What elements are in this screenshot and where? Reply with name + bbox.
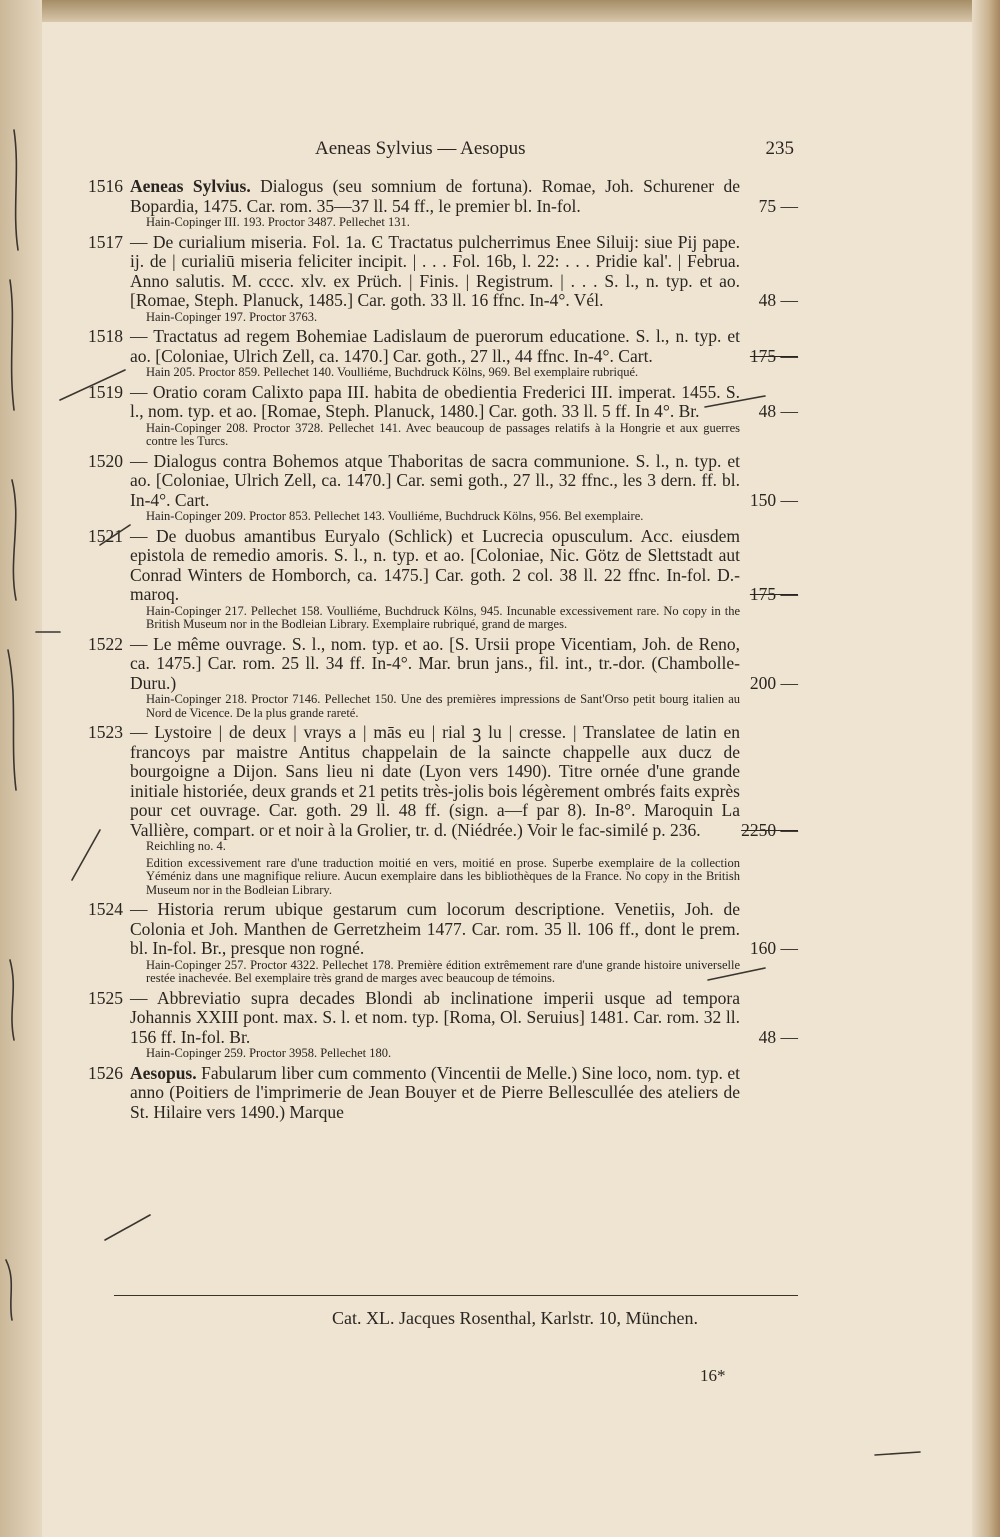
entry-price: 48 — [758, 290, 798, 310]
entry-author: Aesopus. [130, 1062, 197, 1083]
entry-main-text [88, 989, 798, 1048]
entry-reference-note: Hain-Copinger 217. Pellechet 158. Voulliéme, Buchdruck Kölns, 945. Incunable excessivement rare. No copy in the British Museum nor in the Bodleian Library. Exemplaire rubriqué, grand de marges. [146, 603, 740, 631]
entry-price: 200 — [749, 672, 798, 693]
entry-number: 1521 [88, 525, 123, 546]
entry-description: Fabularum liber cum commento (Vincentii de Melle.) Sine loco, nom. typ. et anno (Poitiers de l'imprimerie de Jean Bouyer et de Pierre Bellescullée des ateliers de St. Hilaire vers 1490.) Marque [130, 1062, 740, 1122]
binding-gutter [0, 0, 42, 1537]
entry-description: — Tractatus ad regem Bohemiae Ladislaum de puerorum educatione. S. l., n. typ. et ao. [Coloniae, Ulrich Zell, ca. 1470.] Car. goth., 27 ll., 44 ffnc. In-4°. Cart. [130, 326, 740, 366]
entry-price: 175 — [749, 584, 798, 604]
entry-price: 160 — [749, 938, 798, 958]
entry-reference-note: Hain-Copinger 208. Proctor 3728. Pellechet 141. Avec beaucoup de passages relatifs à la Hongrie et aux guerres contre les Turcs. [146, 420, 740, 448]
catalog-entry [88, 327, 798, 380]
entry-reference-note: Reichling no. 4. [146, 839, 226, 853]
entry-description: — Abbreviatio supra decades Blondi ab inclinatione imperii usque ad tempora Johannis XXIII pont. max. S. l. et nom. typ. [Roma, Ol. Seruius] 1481. Car. rom. 32 ll. 156 ff. In-fol. Br. [130, 987, 740, 1047]
catalog-entry [88, 177, 798, 230]
entry-description: — Lystoire | de deux | vrays a | mās eu | rial ꝫ lu | cresse. | Translatee de latin en francoys par maistre Antitus chappelain de la saincte chappelle aux ducz de bourgoigne a Dijon. Sans lieu ni date (Lyon vers 1490). Titre ornée d'une grande initiale historiée, deux grands et 21 petits très-jolis bois légèrement ombrés faits exprès pour cet ouvrage. Car. goth. 29 ll. 48 ff. (sign. a—f par 8). In-8°. Maroquin La Vallière, compart. or et noir à la Grolier, tr. d. (Niédrée.) Voir le fac-similé p. 236. [130, 722, 740, 840]
page-top-edge [0, 0, 1000, 22]
entry-number: 1523 [88, 722, 123, 742]
entry-reference-note: Hain-Copinger III. 193. Proctor 3487. Pellechet 131. [146, 215, 410, 229]
entry-number: 1516 [88, 176, 123, 196]
entry-price: 75 — [758, 195, 798, 216]
entry-reference-note: Hain-Copinger 209. Proctor 853. Pellechet 143. Voulliéme, Buchdruck Kölns, 956. Bel exemplaire. [146, 509, 644, 523]
entry-number: 1520 [88, 450, 123, 471]
page-right-edge [972, 0, 1000, 1537]
entry-reference-note: Edition excessivement rare d'une traduction moitié en vers, moitié en prose. Superbe exemplaire de la collection Yéméniz dans une magnifique reliure. Aucun exemplaire dans les bibliothèques de la France. No copy in the British Museum nor in the Bodleian Library. [146, 855, 740, 897]
footer-rule [114, 1295, 798, 1296]
entry-number: 1524 [88, 899, 123, 919]
entry-description: — De duobus amantibus Euryalo (Schlick) et Lucrecia opusculum. Acc. eiusdem epistola de remedio amoris. S. l., n. typ. et ao. [Coloniae, Nic. Götz de Slettstadt aut Conrad Winters de Homborch, ca. 1475.] Car. goth. 2 col. 38 ll. 22 ffnc. In-fol. D.-maroq. [130, 525, 740, 604]
running-head-title: Aeneas Sylvius — Aesopus [315, 138, 526, 159]
entry-reference-note: Hain 205. Proctor 859. Pellechet 140. Voulliéme, Buchdruck Kölns, 969. Bel exemplaire rubriqué. [146, 365, 639, 379]
entry-price: 48 — [758, 401, 798, 421]
catalog-entry [88, 635, 798, 721]
entry-reference-note: Hain-Copinger 259. Proctor 3958. Pellechet 180. [146, 1046, 392, 1060]
pencil-tick-1526 [105, 1215, 150, 1240]
catalog-entries [88, 177, 798, 1122]
entry-description: — Oratio coram Calixto papa III. habita de obedientia Frederici III. imperat. 1455. S. l., nom. typ. et ao. [Romae, Steph. Planuck, 1480.] Car. goth. 33 ll. 5 ff. In 4°. Br. [130, 381, 740, 421]
entry-main-text [88, 177, 798, 216]
entry-main-text [88, 383, 798, 422]
entry-reference-note: Hain-Copinger 197. Proctor 3763. [146, 309, 318, 324]
entry-main-text [88, 233, 798, 311]
catalog-entry [88, 527, 798, 632]
entry-number: 1517 [88, 231, 123, 252]
pencil-dash-bottom-right [875, 1452, 920, 1455]
entry-number: 1518 [88, 326, 123, 346]
entry-price: 175 — [749, 345, 798, 366]
entry-main-text [88, 327, 798, 366]
entry-main-text [88, 635, 798, 694]
signature-mark: 16* [700, 1366, 726, 1385]
catalog-entry [88, 452, 798, 524]
entry-main-text [88, 1064, 798, 1123]
entry-reference-note: Hain-Copinger 218. Proctor 7146. Pellechet 150. Une des premières impressions de Sant'Orso petit bourg italien au Nord de Vicence. De la plus grande rareté. [146, 692, 740, 720]
entry-description: — Le même ouvrage. S. l., nom. typ. et ao. [S. Ursii prope Vicentiam, Joh. de Reno, ca. 1475.] Car. rom. 25 ll. 34 ff. In-4°. Mar. brun jans., fil. int., tr.-dor. (Chambolle-Duru.) [130, 633, 740, 693]
entry-main-text [88, 723, 798, 840]
entry-description: Dialogus (seu somnium de fortuna). Romae, Joh. Schurener de Bopardia, 1475. Car. rom. 35—37 ll. 54 ff., le premier bl. In-fol. [130, 176, 740, 216]
catalog-entry [88, 383, 798, 449]
entry-description: — De curialium miseria. Fol. 1a. Ͼ Tractatus pulcherrimus Enee Siluij: siue Pij pape. ij. de | curialiū miseria feliciter incipit. | . . . Fol. 16b, l. 22: . . . Pridie kal'. | Februa. Anno salutis. M. cccc. xlv. ex Prüch. | Finis. | Registrum. | . . . S. l., n. typ. et ao. [Romae, Steph. Planuck, 1485.] Car. goth. 33 ll. 16 ffnc. In-4°. Vél. [130, 231, 740, 310]
entry-description: — Dialogus contra Bohemos atque Thaboritas de sacra communione. S. l., n. typ. et ao. [Coloniae, Ulrich Zell, ca. 1470.] Car. semi goth., 27 ll., 32 ffnc., les 3 dern. ff. bl. In-4°. Cart. [130, 450, 740, 510]
entry-main-text [88, 527, 798, 605]
entry-author: Aeneas Sylvius. [130, 176, 251, 196]
entry-number: 1519 [88, 381, 123, 402]
catalog-entry [88, 1064, 798, 1123]
entry-number: 1526 [88, 1062, 123, 1083]
entry-description: — Historia rerum ubique gestarum cum locorum descriptione. Venetiis, Joh. de Colonia et Joh. Manthen de Gerretzheim 1477. Car. rom. 35 ll. 106 ff., dont le prem. bl. In-fol. Br., presque non rogné. [130, 899, 740, 958]
footer: Cat. XL. Jacques Rosenthal, Karlstr. 10, München. [332, 1308, 698, 1328]
entry-main-text [88, 452, 798, 511]
entry-main-text [88, 900, 798, 959]
entry-reference-note: Hain-Copinger 257. Proctor 4322. Pellechet 178. Première édition extrêmement rare d'une grande histoire universelle restée inachevée. Bel exemplaire très grand de marges avec beaucoup de témoins. [146, 957, 740, 985]
entry-price: 2250 — [741, 819, 798, 840]
catalog-entry [88, 900, 798, 986]
page-number: 235 [765, 138, 794, 159]
catalog-entry [88, 989, 798, 1061]
entry-price: 150 — [749, 489, 798, 510]
entry-number: 1525 [88, 987, 123, 1008]
catalog-entry [88, 233, 798, 325]
entry-number: 1522 [88, 633, 123, 654]
entry-price: 48 — [758, 1026, 798, 1047]
catalog-entry [88, 723, 798, 897]
